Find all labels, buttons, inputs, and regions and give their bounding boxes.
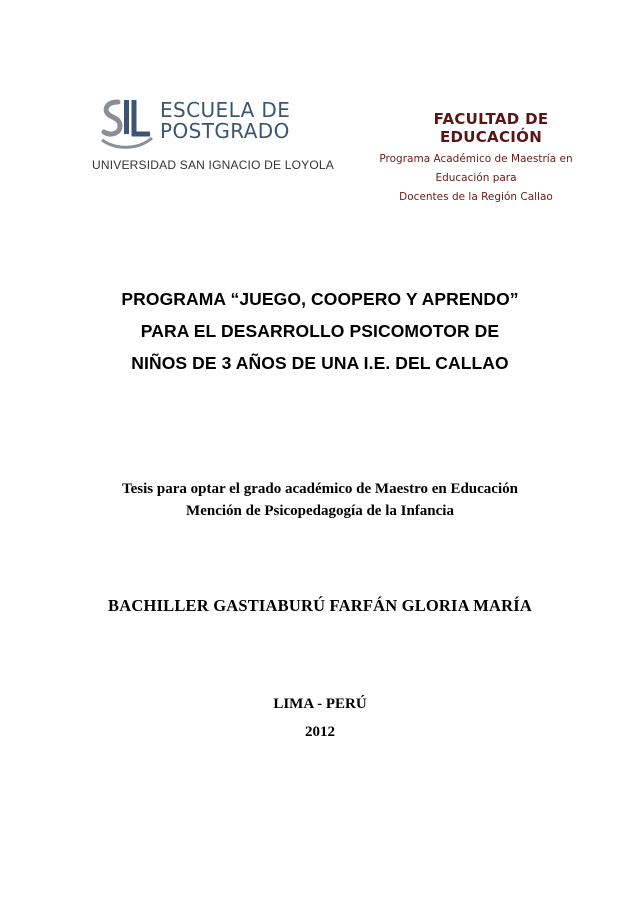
school-name-line1: ESCUELA DE (160, 98, 291, 122)
place: LIMA - PERÚ (273, 696, 367, 712)
school-name-line2: POSTGRADO (160, 119, 290, 143)
sil-monogram-icon (98, 96, 154, 152)
faculty-subtitle (356, 150, 596, 207)
degree-statement (80, 478, 560, 522)
degree-line2: Mención de Psicopedagogía de la Infancia (186, 503, 454, 519)
school-name (160, 100, 290, 142)
year: 2012 (305, 724, 335, 740)
faculty-title: FACULTAD DE EDUCACIÓN (433, 110, 549, 146)
degree-line1: Tesis para optar el grado académico de Maestro en Educación (122, 481, 518, 497)
thesis-title-line2: PARA EL DESARROLLO PSICOMOTOR DE (140, 321, 500, 341)
university-name: UNIVERSIDAD SAN IGNACIO DE LOYOLA (92, 158, 334, 172)
faculty-subtitle-line2: Docentes de la Región Callao (399, 191, 553, 203)
faculty-header (356, 110, 596, 207)
author-name: BACHILLER GASTIABURÚ FARFÁN GLORIA MARÍA (108, 596, 532, 615)
thesis-title-line1: PROGRAMA “JUEGO, COOPERO Y APRENDO” (121, 289, 519, 309)
thesis-title (90, 283, 550, 379)
thesis-title-line3: NIÑOS DE 3 AÑOS DE UNA I.E. DEL CALLAO (131, 353, 509, 373)
university-logo (92, 96, 334, 180)
place-and-year (160, 690, 480, 746)
faculty-subtitle-line1: Programa Académico de Maestría en Educación para (379, 153, 573, 184)
